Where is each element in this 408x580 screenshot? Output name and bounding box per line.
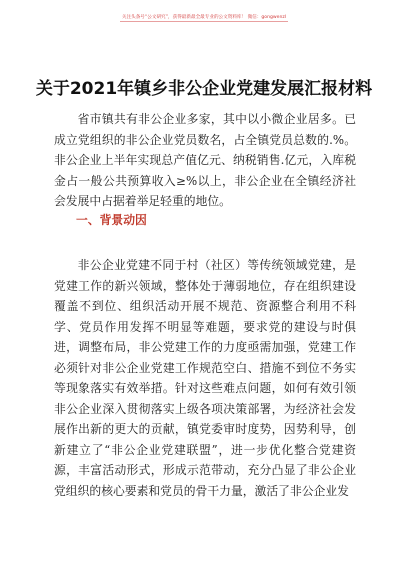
banner-text: 关注头条号“公文研究”，获得最新最全最专业的公文资料库！ 微信：gongwenzl: [121, 15, 287, 20]
section-heading: 一、背景动因: [76, 213, 147, 227]
document-title: 关于2021年镇乡非公企业党建发展汇报材料: [35, 79, 373, 99]
intro-paragraph: 省市镇共有非公企业多家，其中以小微企业居多。已成立党组织的非公企业党员数名，占全镇党员总数的.%。非公企业上半年实现总产值亿元、纳税销售.亿元，入库税金占一般公共预算收入≥%以上，非公企业在全镇经济社会发展中占据着举足轻重的地位。: [54, 112, 356, 208]
section-paragraph: 非公企业党建不同于村（社区）等传统领域党建，是党建工作的新兴领域，整体处于薄弱地位，存在组织建设覆盖不到位、组织活动开展不规范、资源整合利用不科学、党员作用发挥不明显等难题，要求党的建设与时俱进，调整布局，非公党建工作的力度亟需加强，党建工作必须针对非公企业党建工作规范空白、措施不到位不务实等现象落实有效举措。针对这些难点问题，如何有效引领非公企业深入贯彻落实上级各项决策部署，为经济社会发展作出新的更大的贡献，镇党委审时度势，因势利导，创新建立了“非公企业党建联盟”，进一步优化整合党建资源，丰富活动形式，形成示范带动，充分凸显了非公企业党组织的核心要素和党员的骨干力量，激活了非公企业发: [54, 258, 356, 498]
source-banner: [0, 0, 408, 22]
intro-section: [54, 109, 356, 212]
background-section: [54, 255, 356, 501]
